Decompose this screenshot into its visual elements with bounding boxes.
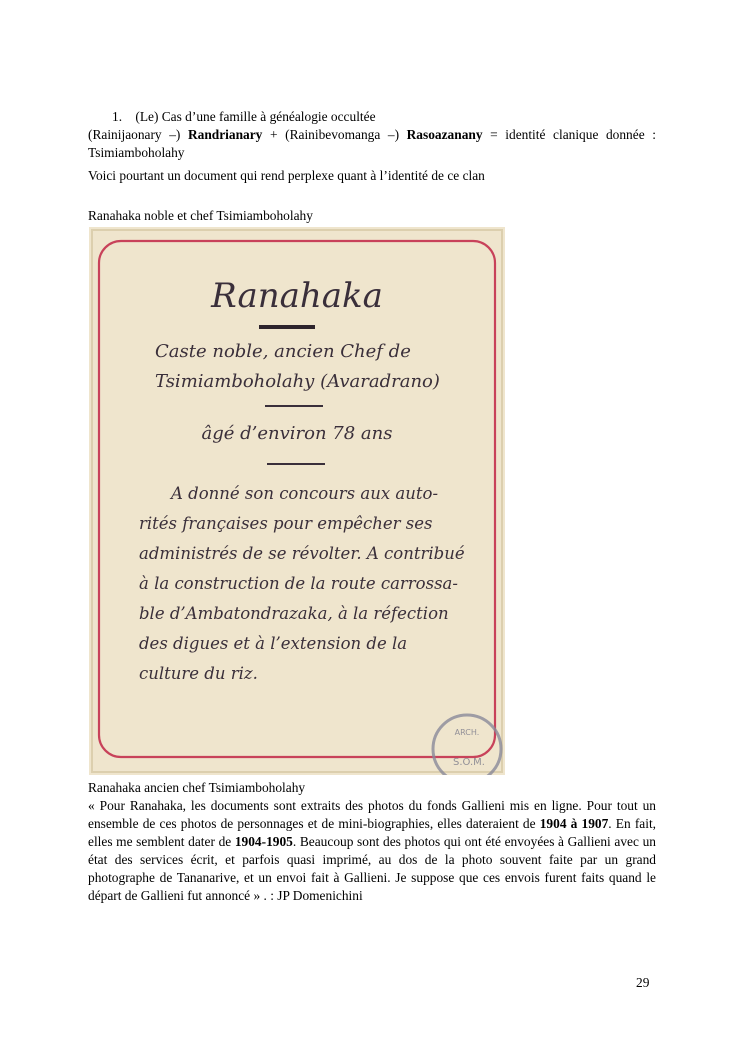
card-body-line-5: ble d’Ambatondrazaka, à la réfection (139, 604, 449, 623)
page-number: 29 (636, 975, 650, 990)
card-title: Ranahaka (211, 276, 383, 316)
card-body-line-6: des digues et à l’extension de la (139, 634, 408, 653)
stamp-bottom-text: S.O.M. (453, 757, 485, 768)
card-line-caste: Caste noble, ancien Chef de (155, 341, 411, 362)
lineage-paragraph (88, 126, 656, 162)
card-body-line-1: A donné son concours aux auto- (171, 484, 439, 503)
quote-date-range-1: 1904 à 1907 (539, 816, 609, 831)
divider-2 (267, 463, 325, 465)
lineage-parent-2: + (Rainibevomanga –) (269, 127, 400, 142)
title-underline (259, 325, 315, 329)
card-body-line-2: rités françaises pour empêcher ses (139, 514, 433, 533)
card-body-line-3: administrés de se révolter. A contribué (139, 544, 465, 563)
lineage-clan-identity: = identité clanique donnée : Tsimiamboholahy (88, 127, 656, 160)
card-body-line-7: culture du riz. (139, 664, 258, 683)
quote-part-1: « Pour Ranahaka, les documents sont extraits des photos du fonds Gallieni mis en ligne. Pour tout un ensemble de ces photos de personnages et de mini-biographies, elles dateraient de (88, 798, 656, 831)
quote-paragraph (88, 797, 656, 905)
card-line-clan: Tsimiamboholahy (Avaradrano) (155, 371, 440, 392)
quote-part-2: . En fait, elles me semblent dater de (88, 816, 657, 849)
lineage-parent-1: (Rainijaonary –) (88, 127, 181, 142)
lineage-name-rasoazanany: Rasoazanany (406, 127, 483, 142)
caption-bottom: Ranahaka ancien chef Tsimiamboholahy (88, 780, 306, 795)
archive-card-photo (89, 227, 505, 775)
quote-part-3: . Beaucoup sont des photos qui ont été envoyées à Gallieni avec un état des services écrit, et parfois quasi imprimé, au dos de la photo souvent faite par un grand photographe de Tananarive, et un envoi fait à Gallieni. Je suppose que ces envois furent faits quand le départ de Gallieni fut annoncé » . : JP Domenichini (88, 834, 656, 903)
card-body-line-4: à la construction de la route carrossa- (139, 574, 458, 593)
caption-top: Ranahaka noble et chef Tsimiamboholahy (88, 208, 313, 223)
lineage-name-randrianary: Randrianary (187, 127, 263, 142)
section-heading (112, 108, 376, 126)
stamp-top-text: ARCH. (454, 728, 480, 737)
intro-text: Voici pourtant un document qui rend perplexe quant à l’identité de ce clan (88, 168, 485, 183)
section-number: 1. (112, 109, 123, 124)
section-title: (Le) Cas d’une famille à généalogie occultée (135, 109, 376, 124)
card-line-age: âgé d’environ 78 ans (201, 423, 393, 444)
quote-date-range-2: 1904-1905 (234, 834, 293, 849)
divider-1 (265, 405, 323, 407)
